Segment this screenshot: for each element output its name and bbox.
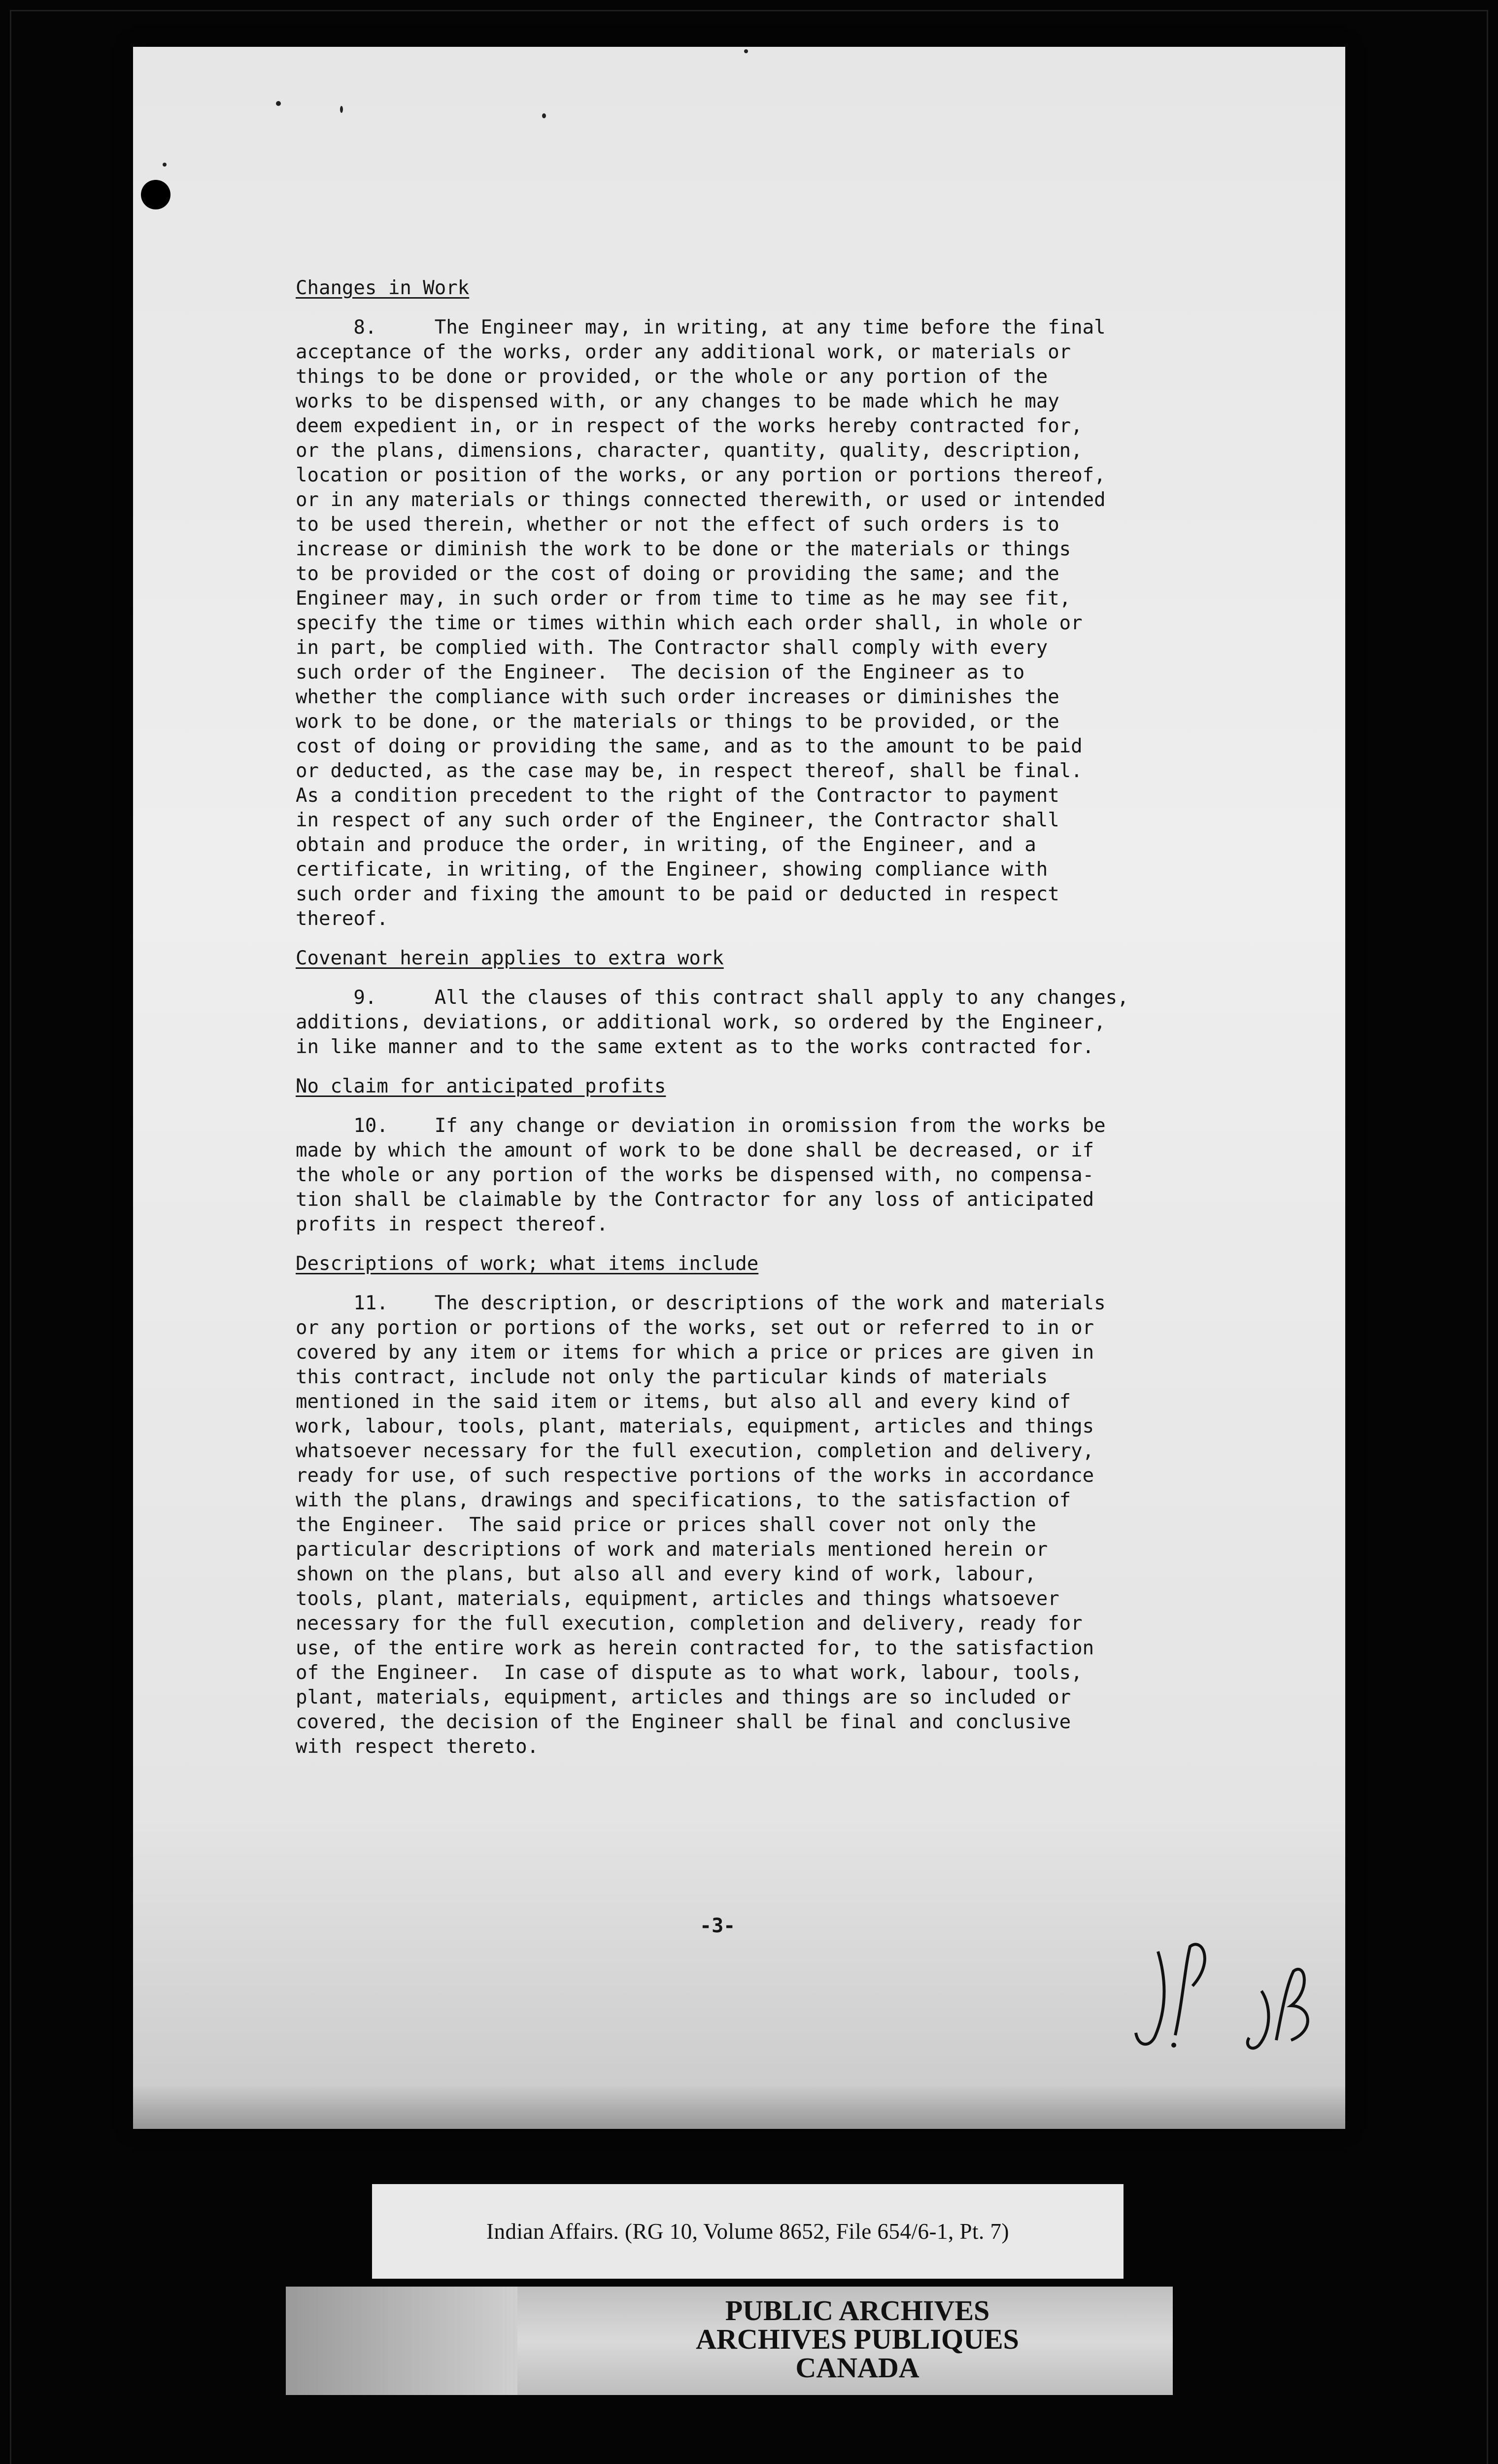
text-line: obtain and produce the order, in writing, of the Engineer, and a	[296, 834, 1036, 856]
text-line: to be used therein, whether or not the effect of such orders is to	[296, 513, 1059, 536]
text-line: mentioned in the said item or items, but also all and every kind of	[296, 1391, 1071, 1413]
text-line: covered by any item or items for which a price or prices are given in	[296, 1341, 1094, 1364]
text-line: necessary for the full execution, completion and delivery, ready for	[296, 1612, 1083, 1635]
text-line: or deducted, as the case may be, in respect thereof, shall be final.	[296, 760, 1083, 782]
text-line: whatsoever necessary for the full execution, completion and delivery,	[296, 1440, 1094, 1462]
archive-bar-shade	[286, 2287, 517, 2395]
text-line: cost of doing or providing the same, and as to the amount to be paid	[296, 735, 1083, 757]
text-line: 8. The Engineer may, in writing, at any time before the final	[296, 316, 1106, 339]
text-line: ready for use, of such respective portions of the works in accordance	[296, 1465, 1094, 1487]
text-line: the whole or any portion of the works be dispensed with, no compensa-	[296, 1164, 1094, 1186]
section-heading: Descriptions of work; what items include	[296, 1253, 759, 1275]
text-line: additions, deviations, or additional work, so ordered by the Engineer,	[296, 1011, 1106, 1033]
text-line: work to be done, or the materials or things to be provided, or the	[296, 711, 1059, 733]
text-line: the Engineer. The said price or prices shall cover not only the	[296, 1514, 1036, 1536]
text-line: 11. The description, or descriptions of the work and materials	[296, 1292, 1106, 1314]
page-shadow	[133, 2085, 1345, 2129]
page-number: -3-	[700, 1915, 736, 1937]
text-line: particular descriptions of work and materials mentioned herein or	[296, 1539, 1048, 1561]
dust-speck	[163, 163, 167, 167]
text-line: or in any materials or things connected therewith, or used or intended	[296, 489, 1106, 511]
text-line: certificate, in writing, of the Engineer, showing compliance with	[296, 858, 1048, 881]
text-line: or any portion or portions of the works, set out or referred to in or	[296, 1317, 1094, 1339]
text-line: plant, materials, equipment, articles and things are so included or	[296, 1686, 1071, 1709]
text-line: tion shall be claimable by the Contractor for any loss of anticipated	[296, 1189, 1094, 1211]
text-line: increase or diminish the work to be done or the materials or things	[296, 538, 1071, 560]
archive-reference-text: Indian Affairs. (RG 10, Volume 8652, File 654/6-1, Pt. 7)	[486, 2219, 1009, 2244]
text-line: in part, be complied with. The Contractor shall comply with every	[296, 637, 1048, 659]
archive-stamp-bar	[286, 2287, 1173, 2395]
text-line: use, of the entire work as herein contracted for, to the satisfaction	[296, 1637, 1094, 1659]
handwritten-initials	[1128, 1932, 1335, 2060]
text-line: shown on the plans, but also all and every kind of work, labour,	[296, 1563, 1036, 1585]
dust-speck	[340, 106, 343, 113]
archive-stamp-line: ARCHIVES PUBLIQUES	[696, 2323, 1019, 2355]
text-line: to be provided or the cost of doing or providing the same; and the	[296, 563, 1059, 585]
text-line: location or position of the works, or any portion or portions thereof,	[296, 464, 1106, 486]
text-line: As a condition precedent to the right of the Contractor to payment	[296, 785, 1059, 807]
text-line: acceptance of the works, order any additional work, or materials or	[296, 341, 1071, 363]
text-line: covered, the decision of the Engineer shall be final and conclusive	[296, 1711, 1071, 1733]
text-line: Engineer may, in such order or from time to time as he may see fit,	[296, 587, 1071, 610]
text-line: deem expedient in, or in respect of the works hereby contracted for,	[296, 415, 1083, 437]
archive-reference-label	[372, 2184, 1124, 2279]
section-heading: Changes in Work	[296, 277, 470, 299]
text-line: profits in respect thereof.	[296, 1213, 608, 1235]
section-body	[296, 1114, 1242, 1237]
section-body	[296, 315, 1242, 931]
text-line: this contract, include not only the particular kinds of materials	[296, 1366, 1048, 1388]
dust-speck	[542, 113, 546, 118]
text-line: work, labour, tools, plant, materials, equipment, articles and things	[296, 1415, 1094, 1437]
archive-stamp-line: CANADA	[795, 2352, 919, 2384]
section-body	[296, 986, 1242, 1060]
punch-hole	[141, 180, 170, 209]
dust-speck	[276, 101, 281, 106]
text-line: specify the time or times within which each order shall, in whole or	[296, 612, 1083, 634]
section-heading: No claim for anticipated profits	[296, 1075, 666, 1097]
text-line: things to be done or provided, or the whole or any portion of the	[296, 366, 1048, 388]
section-heading: Covenant herein applies to extra work	[296, 947, 724, 969]
text-line: thereof.	[296, 908, 388, 930]
archive-stamp-line: PUBLIC ARCHIVES	[725, 2294, 990, 2327]
text-line: tools, plant, materials, equipment, articles and things whatsoever	[296, 1588, 1059, 1610]
text-line: made by which the amount of work to be done shall be decreased, or if	[296, 1139, 1094, 1162]
text-line: in like manner and to the same extent as to the works contracted for.	[296, 1036, 1094, 1058]
text-line: in respect of any such order of the Engineer, the Contractor shall	[296, 809, 1059, 831]
text-line: or the plans, dimensions, character, quantity, quality, description,	[296, 440, 1083, 462]
text-line: of the Engineer. In case of dispute as to what work, labour, tools,	[296, 1662, 1083, 1684]
text-line: such order and fixing the amount to be paid or deducted in respect	[296, 883, 1059, 905]
text-line: works to be dispensed with, or any changes to be made which he may	[296, 390, 1059, 412]
text-line: 10. If any change or deviation in oromission from the works be	[296, 1115, 1106, 1137]
archive-stamp	[562, 2296, 1153, 2382]
section-body	[296, 1291, 1242, 1759]
text-line: such order of the Engineer. The decision of the Engineer as to	[296, 661, 1025, 684]
text-line: 9. All the clauses of this contract shall apply to any changes,	[296, 987, 1129, 1009]
text-line: with respect thereto.	[296, 1736, 539, 1758]
text-line: with the plans, drawings and specifications, to the satisfaction of	[296, 1489, 1071, 1511]
document-body	[296, 276, 1242, 1759]
text-line: whether the compliance with such order increases or diminishes the	[296, 686, 1059, 708]
dust-speck	[744, 49, 748, 53]
